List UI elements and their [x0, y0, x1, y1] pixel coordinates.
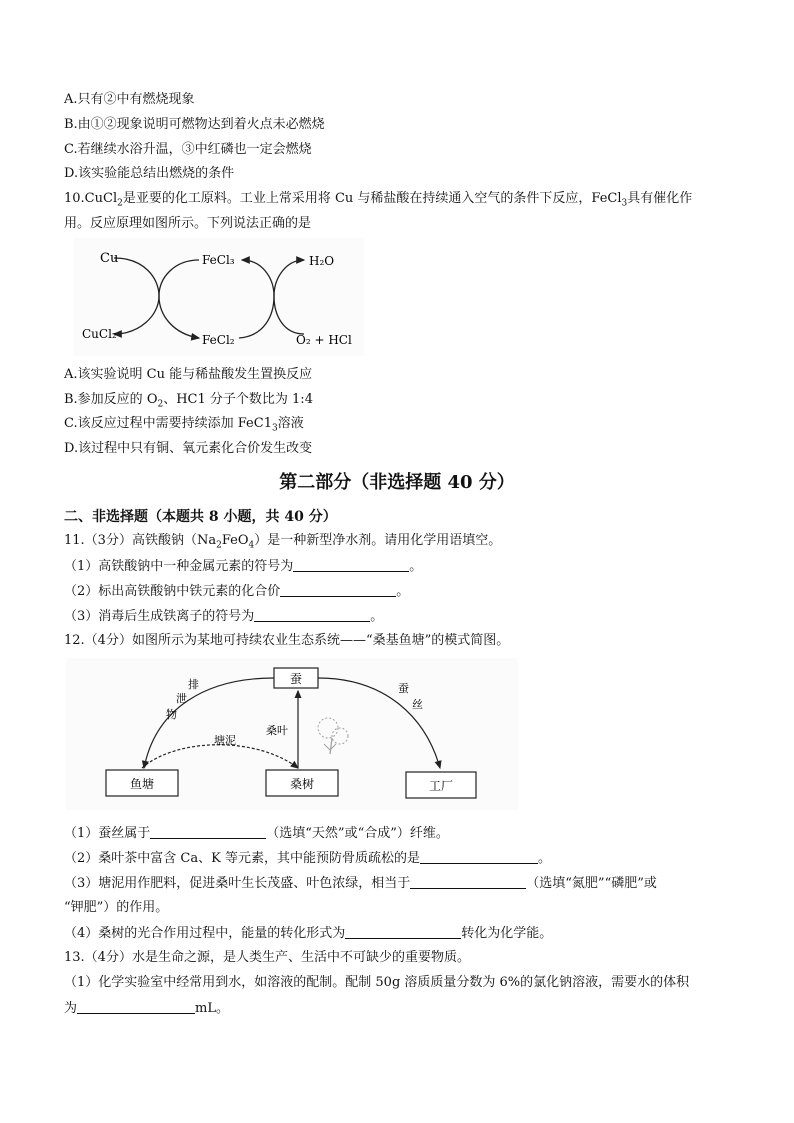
q11-sub1-text: 。: [409, 559, 423, 574]
tree-icon: [318, 718, 348, 754]
q10-option-c: [64, 416, 304, 432]
q11-sub1: [64, 558, 422, 575]
q10-reaction-diagram-svg: [74, 238, 364, 356]
q11-sub3: [64, 608, 383, 625]
q13-sub1-text: 为: [64, 1001, 78, 1016]
q12-sub3-text: （3）塘泥用作肥料，促进桑叶生长茂盛、叶色浓绿，相当于: [64, 876, 411, 891]
q10-reaction-diagram: [74, 238, 364, 356]
q12-sub3: [64, 875, 657, 892]
q10-option-b-text: 、HC1 分子个数比为 1:4: [163, 392, 313, 407]
part2-title: 第二部分（非选择题 40 分）: [279, 472, 515, 493]
q10-option-a: A.该实验说明 Cu 能与稀盐酸发生置换反应: [64, 367, 313, 382]
q10-option-c-text: 溶液: [277, 416, 304, 431]
q12-sub4: [64, 925, 552, 942]
q12-sub4-text: 转化为化学能。: [461, 926, 553, 941]
q10-stem-line2: 用。反应原理如图所示。下列说法正确的是: [64, 216, 312, 231]
answer-blank[interactable]: [345, 925, 461, 939]
q12-sub3-text: （选填“氮肥”“磷肥”或: [526, 876, 657, 891]
q11-stem-text: ）是一种新型净水剂。请用化学用语填空。: [254, 533, 502, 548]
label-fecl2: FeCl₂: [202, 333, 235, 347]
q10-stem-text: 是亚要的化工原料。工业上常采用将 Cu 与稀盐酸在持续通入空气的条件下反应，FeCl: [122, 191, 622, 206]
q11-stem-text: FeO: [221, 533, 249, 548]
q10-stem-line1: [64, 191, 692, 207]
label-silk-2: 丝: [412, 698, 423, 711]
q11-stem-subscript: 2: [216, 540, 222, 551]
box-mulberry-label: 桑树: [289, 777, 315, 791]
q12-ecosystem-diagram: [66, 658, 518, 810]
arc-cu-to-fecl2: [114, 258, 199, 338]
q10-option-b-text: B.参加反应的 O: [64, 392, 158, 407]
q10-stem-subscript: 2: [117, 198, 123, 209]
q12-sub4-text: （4）桑树的光合作用过程中，能量的转化形式为: [64, 926, 346, 941]
label-silk-1: 蚕: [398, 682, 409, 695]
label-excrement-2: 泄: [176, 692, 187, 705]
q12-sub2-text: （2）桑叶茶中富含 Ca、K 等元素，其中能预防骨质疏松的是: [64, 851, 420, 866]
label-mulberry-leaf: 桑叶: [266, 724, 288, 737]
q12-stem: 12.（4分）如图所示为某地可持续农业生态系统——“桑基鱼塘”的模式简图。: [64, 633, 510, 648]
q13-sub1-line1: （1）化学实验室中经常用到水，如溶液的配制。配制 50g 溶质质量分数为 6%的氯化钠溶液，需要水的体积: [64, 975, 690, 990]
q10-option-c-text: C.该反应过程中需要持续添加 FeC1: [64, 416, 272, 431]
q9-option-b: B.由①②现象说明可燃物达到着火点未必燃烧: [64, 117, 325, 132]
q9-option-d: D.该实验能总结出燃烧的条件: [64, 166, 235, 181]
q11-sub2-text: 。: [396, 584, 410, 599]
q10-stem-text: 10.CuCl: [64, 191, 118, 206]
q13-sub1-text: mL。: [195, 1001, 229, 1016]
q11-stem: [64, 533, 501, 549]
q13-stem: 13.（4分）水是生命之源，是人类生产、生活中不可缺少的重要物质。: [64, 950, 470, 965]
box-fish-pond-label: 鱼塘: [129, 777, 155, 791]
answer-blank[interactable]: [280, 583, 396, 597]
label-h2o: H₂O: [309, 254, 335, 268]
q11-sub3-text: 。: [370, 609, 384, 624]
q9-option-a: A.只有②中有燃烧现象: [64, 92, 195, 107]
q11-sub3-text: （3）消毒后生成铁离子的符号为: [64, 609, 255, 624]
q12-sub2: [64, 850, 551, 867]
q11-stem-subscript: 4: [248, 540, 255, 551]
arc-o2hcl-to-fecl3: [242, 260, 304, 334]
q12-sub1-text: （选填“天然”或“合成”）纤维。: [266, 826, 449, 841]
q10-option-b-subscript: 2: [157, 399, 164, 410]
label-pond-mud: 塘泥: [214, 734, 236, 747]
answer-blank[interactable]: [150, 825, 266, 839]
q12-sub1: [64, 825, 449, 842]
arc-fecl3-to-cucl2: [114, 260, 199, 334]
q10-option-d: D.该过程中只有铜、氧元素化合价发生改变: [64, 441, 313, 456]
arrow-pond-mud: [142, 745, 298, 768]
answer-blank[interactable]: [420, 850, 538, 864]
q12-sub2-text: 。: [537, 851, 551, 866]
box-factory-label: 工厂: [428, 779, 454, 793]
q11-sub1-text: （1）高铁酸钠中一种金属元素的符号为: [64, 559, 294, 574]
label-excrement-1: 排: [188, 678, 199, 691]
label-cucl2: CuCl₂: [82, 327, 117, 341]
q11-sub2: [64, 583, 409, 600]
q11-stem-text: 11.（3分）高铁酸钠（Na: [64, 533, 217, 548]
answer-blank[interactable]: [410, 875, 526, 889]
q10-option-b: [64, 392, 313, 408]
label-fecl3: FeCl₃: [202, 253, 235, 267]
q10-stem-subscript: 3: [621, 198, 628, 209]
label-excrement-3: 物: [166, 708, 177, 721]
label-o2-hcl: O₂ + HCl: [296, 333, 352, 347]
box-silkworm-label: 蚕: [289, 672, 303, 686]
arc-fecl2-to-h2o: [239, 260, 304, 338]
q10-option-c-subscript: 3: [271, 423, 278, 434]
answer-blank[interactable]: [293, 558, 409, 572]
q12-sub1-text: （1）蚕丝属于: [64, 826, 151, 841]
q12-sub3-line2: “钾肥”）的作用。: [64, 900, 169, 915]
q12-ecosystem-diagram-svg: [66, 658, 518, 810]
answer-blank[interactable]: [77, 1000, 195, 1014]
part2-subtitle: 二、非选择题（本题共 8 小题，共 40 分）: [64, 509, 337, 525]
label-cu: Cu: [100, 251, 119, 266]
q10-stem-text: 具有催化作: [627, 191, 693, 206]
q9-option-c: C.若继续水浴升温，③中红磷也一定会燃烧: [64, 142, 312, 157]
answer-blank[interactable]: [254, 608, 370, 622]
q11-sub2-text: （2）标出高铁酸钠中铁元素的化合价: [64, 584, 281, 599]
q13-sub1-line2: [64, 1000, 229, 1017]
